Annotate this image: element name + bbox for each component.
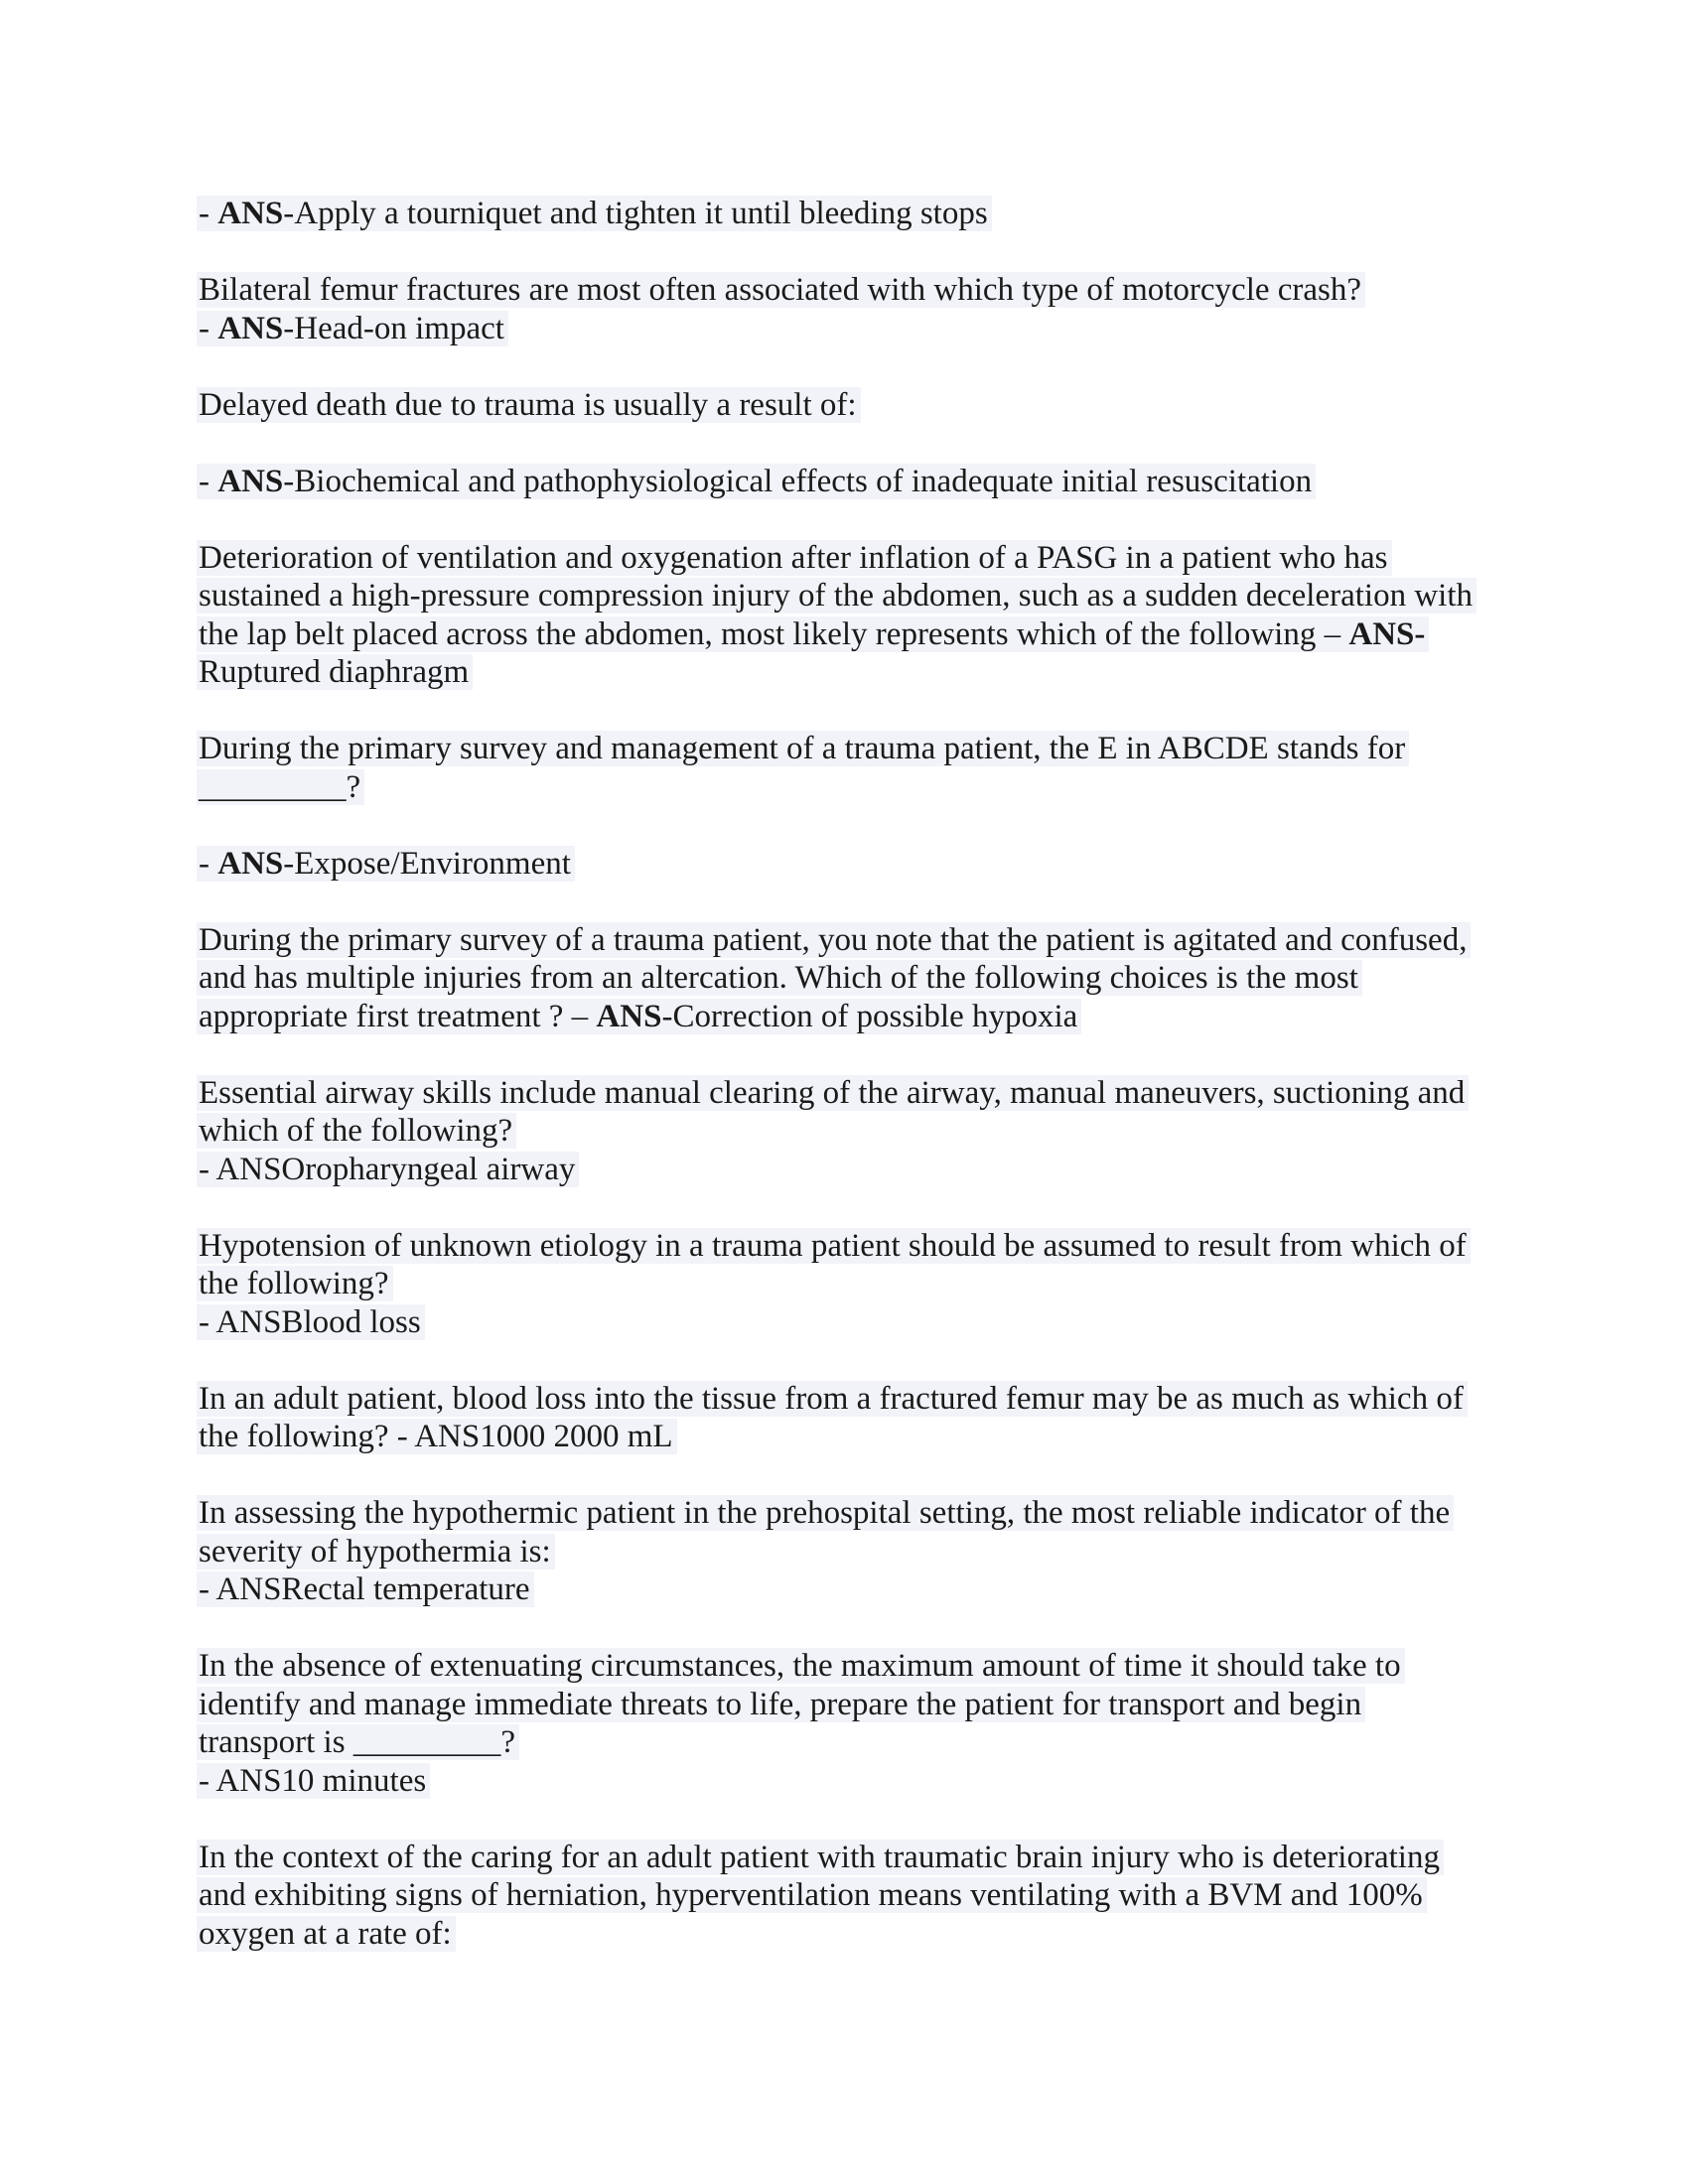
question-text: identify and manage immediate threats to life, prepare the patient for transport and begin — [197, 1687, 1365, 1722]
question-text: the lap belt placed across the abdomen, most likely represents which of the following – ANS- — [197, 616, 1429, 652]
answer-line: - ANS10 minutes — [197, 1763, 430, 1799]
question-text: Hypotension of unknown etiology in a trauma patient should be assumed to result from which of — [197, 1228, 1471, 1264]
document-page — [197, 195, 1497, 1991]
qa-item — [197, 1839, 1497, 1954]
question-text: oxygen at a rate of: — [197, 1916, 456, 1952]
answer-line: - ANS-Expose/Environment — [197, 846, 575, 882]
answer-tag: ANS — [596, 998, 662, 1034]
question-text: Bilateral femur fractures are most often associated with which type of motorcycle crash? — [197, 272, 1365, 308]
question-text: appropriate first treatment ? – ANS-Correction of possible hypoxia — [197, 999, 1081, 1034]
qa-item — [197, 386, 1497, 425]
question-text: Essential airway skills include manual clearing of the airway, manual maneuvers, suctioning and — [197, 1075, 1469, 1111]
question-text: In assessing the hypothermic patient in the prehospital setting, the most reliable indicator of the — [197, 1495, 1454, 1531]
question-text: In the absence of extenuating circumstances, the maximum amount of time it should take to — [197, 1648, 1405, 1684]
answer-line: - ANSRectal temperature — [197, 1571, 534, 1607]
question-text: During the primary survey of a trauma patient, you note that the patient is agitated and confused, — [197, 922, 1471, 958]
answer-tag: ANS — [217, 196, 284, 231]
question-text: severity of hypothermia is: — [197, 1534, 555, 1570]
question-text: which of the following? — [197, 1113, 516, 1149]
question-text: In the context of the caring for an adult patient with traumatic brain injury who is deteriorating — [197, 1840, 1444, 1875]
question-text: the following? - ANS1000 2000 mL — [197, 1419, 677, 1454]
question-text: and exhibiting signs of herniation, hyperventilation means ventilating with a BVM and 100% — [197, 1877, 1427, 1913]
question-text: During the primary survey and management of a trauma patient, the E in ABCDE stands for — [197, 731, 1409, 766]
qa-item — [197, 1494, 1497, 1609]
answer-tag: ANS — [217, 310, 284, 346]
answer-tag: ANS — [217, 845, 284, 882]
qa-answer — [197, 463, 1497, 501]
question-text: the following? — [197, 1266, 393, 1301]
qa-item — [197, 1074, 1497, 1189]
question-text: sustained a high-pressure compression injury of the abdomen, such as a sudden deceleration with — [197, 578, 1477, 614]
qa-item — [197, 1647, 1497, 1800]
answer-tag: ANS- — [1348, 615, 1426, 652]
qa-item — [197, 921, 1497, 1036]
question-text: In an adult patient, blood loss into the tissue from a fractured femur may be as much as which of — [197, 1381, 1468, 1417]
question-text: transport is _________? — [197, 1724, 519, 1760]
qa-item — [197, 195, 1497, 233]
qa-answer — [197, 845, 1497, 884]
answer-line: - ANSOropharyngeal airway — [197, 1152, 579, 1187]
answer-line: - ANSBlood loss — [197, 1304, 425, 1340]
answer-tag: ANS — [217, 463, 284, 499]
answer-line: - ANS-Head-on impact — [197, 311, 508, 346]
qa-item — [197, 539, 1497, 692]
question-text: Delayed death due to trauma is usually a result of: — [197, 387, 861, 423]
qa-item — [197, 1227, 1497, 1342]
answer-line: - ANS-Biochemical and pathophysiological effects of inadequate initial resuscitation — [197, 464, 1316, 499]
qa-item — [197, 271, 1497, 347]
qa-item — [197, 730, 1497, 806]
question-text: Deterioration of ventilation and oxygenation after inflation of a PASG in a patient who has — [197, 540, 1392, 576]
answer-text: Ruptured diaphragm — [197, 654, 473, 690]
qa-item — [197, 1380, 1497, 1456]
question-text: _________? — [197, 769, 364, 805]
answer-line: - ANS-Apply a tourniquet and tighten it until bleeding stops — [197, 196, 992, 231]
question-text: and has multiple injuries from an altercation. Which of the following choices is the most — [197, 960, 1362, 996]
